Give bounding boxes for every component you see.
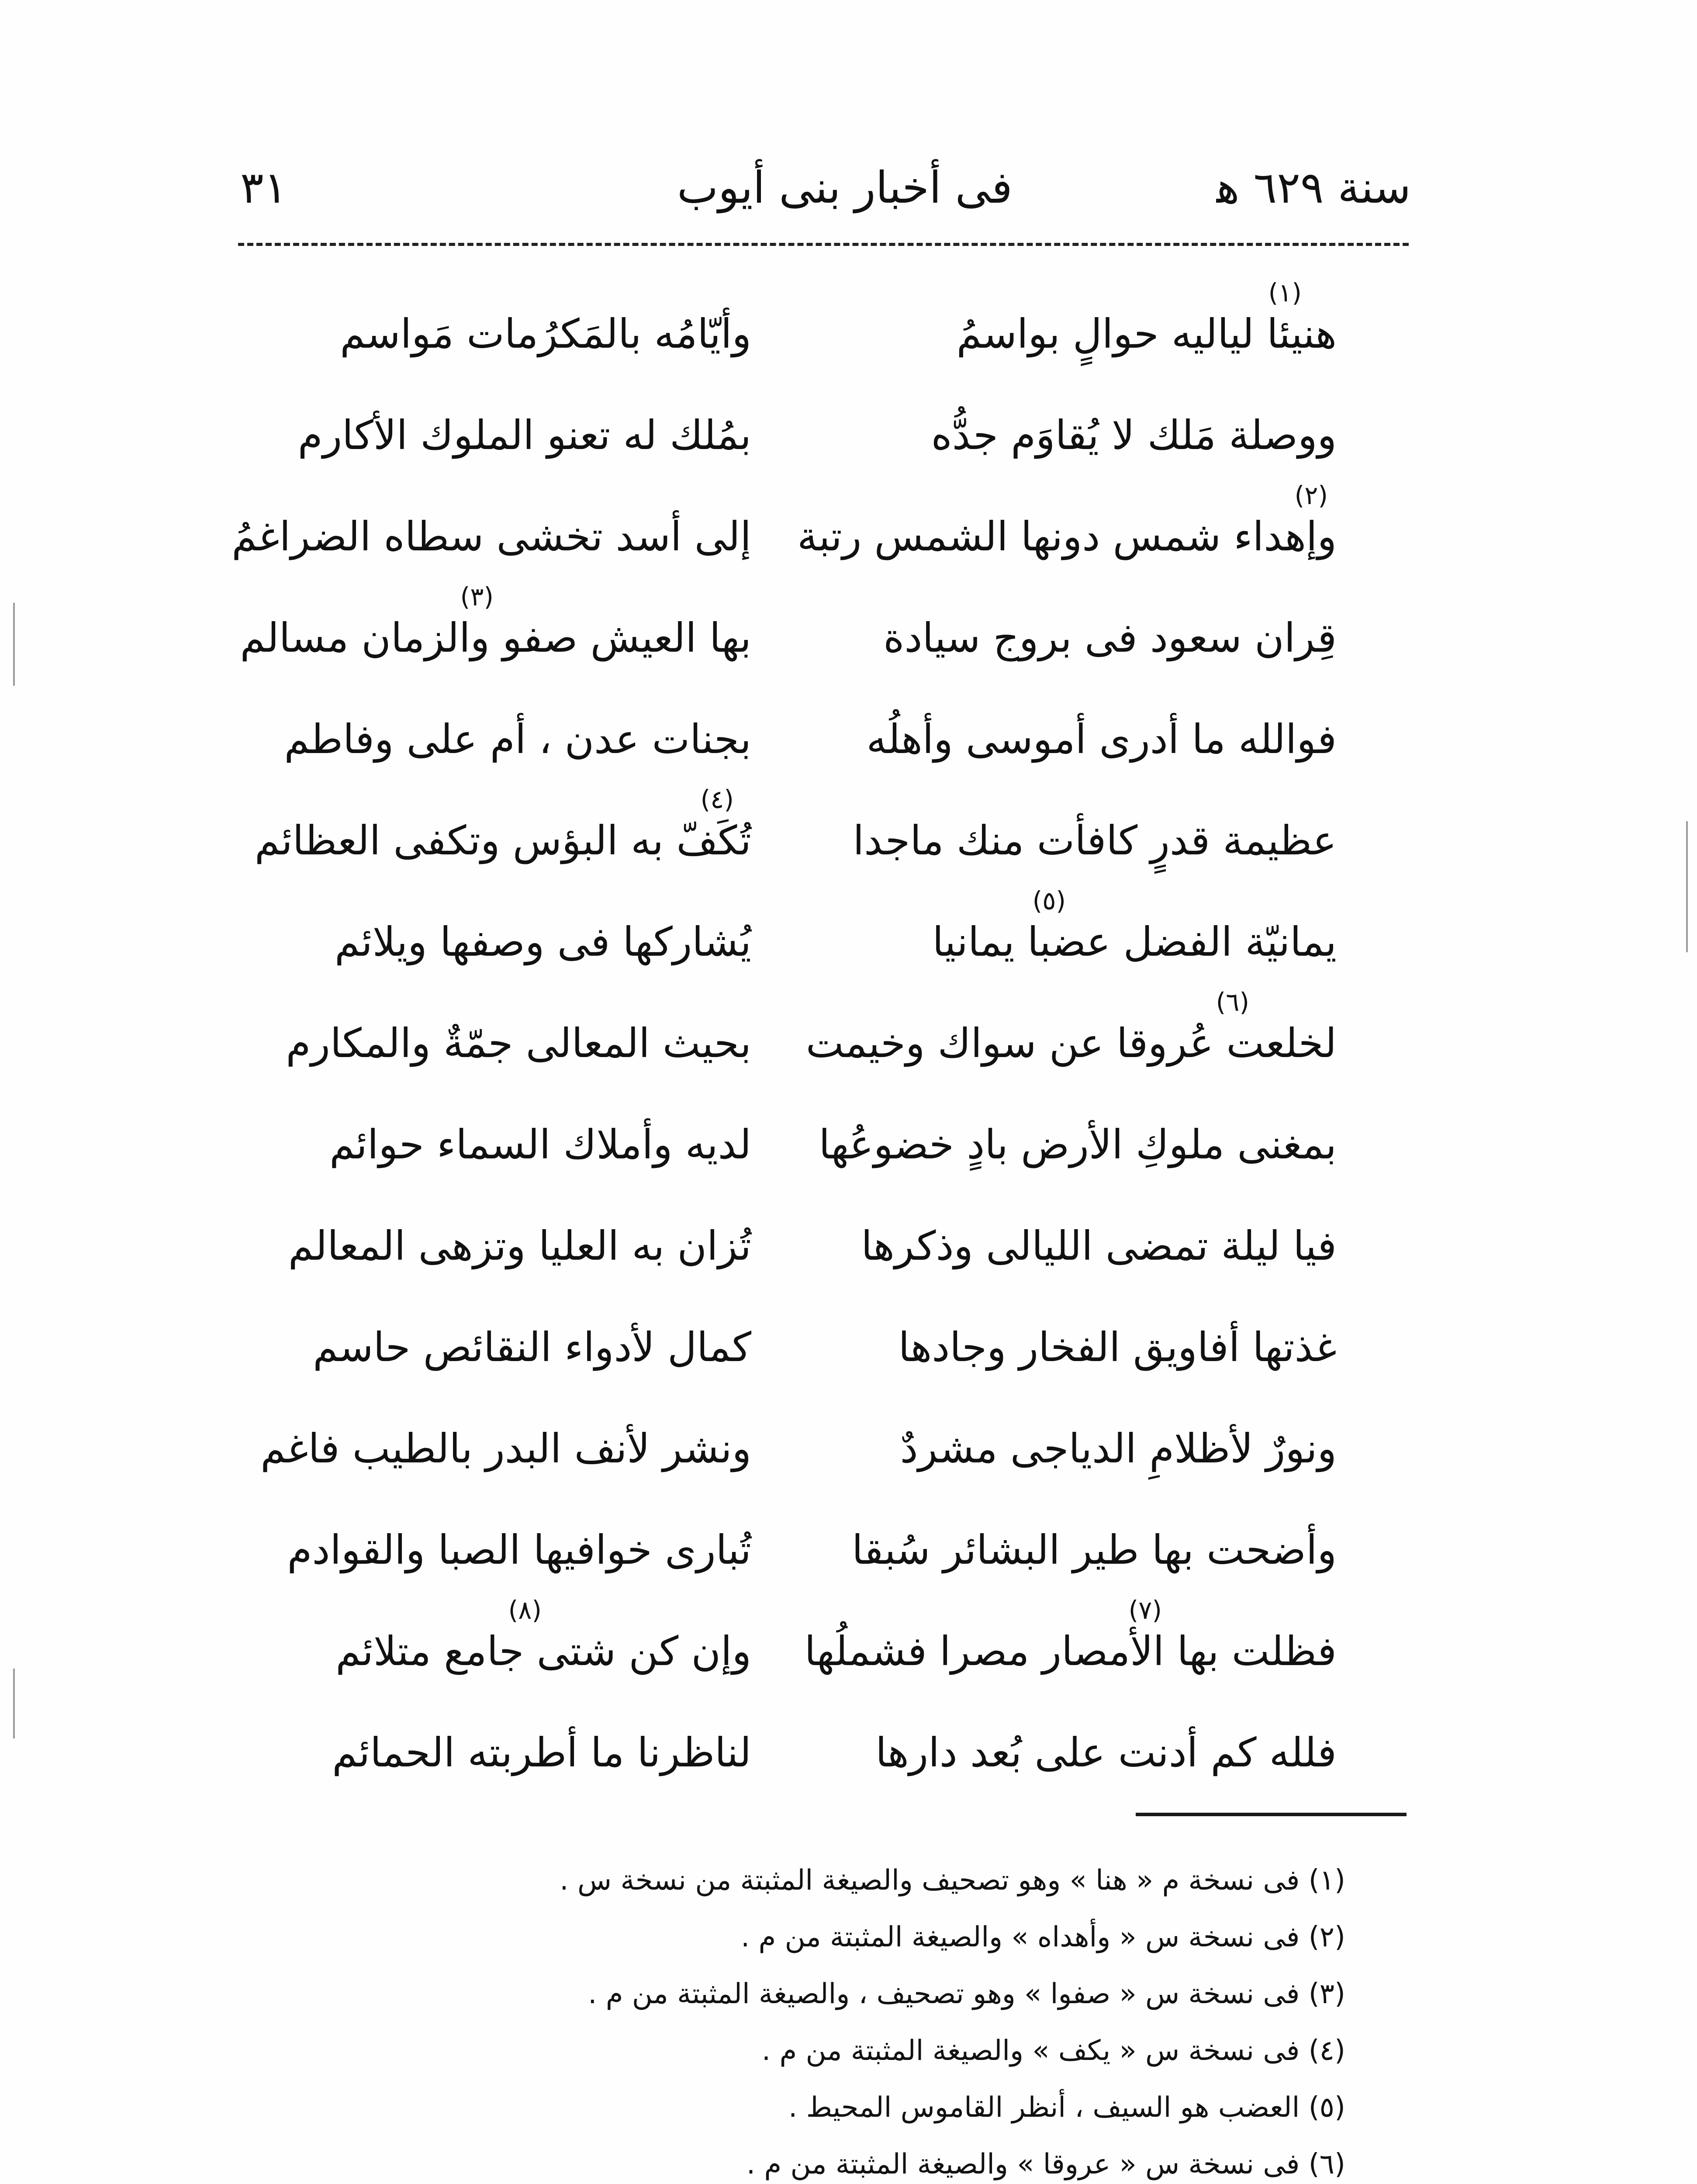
verse bbox=[232, 480, 1337, 584]
poem bbox=[232, 278, 1337, 1800]
verse-second-hemistich: تُزان به العليا وتزهى المعالم bbox=[288, 1223, 751, 1269]
verse-first-hemistich: ونورٌ لأظلامِ الدياجى مشردٌ bbox=[900, 1425, 1337, 1472]
verse bbox=[306, 1597, 1337, 1698]
year-label: سنة ٦٢٩ ﻫ bbox=[1216, 162, 1411, 213]
footnote: (٣) فى نسخة س « صفوا » وهو تصحيف ، والصيغة المثبتة من م . bbox=[588, 1978, 1345, 2010]
footnote-marker: (١) bbox=[1268, 278, 1302, 308]
verse-first-hemistich: فظلت بها الأمصار مصرا فشملُها bbox=[804, 1628, 1337, 1675]
verse bbox=[288, 1192, 1337, 1293]
verse-second-hemistich: كمال لأدواء النقائص حاسم bbox=[313, 1324, 751, 1371]
verse bbox=[240, 582, 1337, 685]
verse bbox=[306, 280, 1337, 381]
verse-second-hemistich: ونشر لأنف البدر بالطيب فاغم bbox=[260, 1425, 751, 1472]
verse-first-hemistich: هنيئا لياليه حوالٍ بواسمُ bbox=[956, 311, 1337, 357]
verse bbox=[297, 381, 1337, 482]
footnote: (٦) فى نسخة س « عروقا » والصيغة المثبتة من م . bbox=[746, 2148, 1345, 2181]
verse-second-hemistich: إلى أسد تخشى سطاه الضراغمُ bbox=[232, 513, 751, 560]
verse bbox=[284, 685, 1337, 786]
scan-edge-mark bbox=[13, 603, 15, 686]
verse-second-hemistich: يُشاركها فى وصفها ويلائم bbox=[334, 919, 751, 965]
footnote: (٢) فى نسخة س « وأهداه » والصيغة المثبتة من م . bbox=[740, 1921, 1345, 1953]
verse bbox=[260, 1394, 1337, 1496]
footnotes bbox=[524, 1852, 1345, 2184]
page-header bbox=[232, 144, 1411, 232]
footnote: (١) فى نسخة م « هنا » وهو تصحيف والصيغة المثبتة من نسخة س . bbox=[560, 1864, 1345, 1897]
verse bbox=[306, 1090, 1337, 1192]
verse-first-hemistich: قِران سعود فى بروج سيادة bbox=[883, 615, 1337, 661]
footnote-marker: (٥) bbox=[1032, 886, 1066, 916]
verse-second-hemistich: بجنات عدن ، أم على وفاطم bbox=[284, 716, 751, 763]
verse-second-hemistich: وأيّامُه بالمَكرُمات مَواسم bbox=[340, 311, 751, 357]
verse bbox=[286, 987, 1337, 1090]
footnote-marker: (٢) bbox=[1294, 480, 1328, 510]
verse-second-hemistich: بمُلك له تعنو الملوك الأكارم bbox=[297, 412, 751, 459]
verse bbox=[306, 888, 1337, 989]
verse bbox=[254, 784, 1337, 888]
verse-first-hemistich: فيا ليلة تمضى الليالى وذكرها bbox=[861, 1223, 1337, 1269]
verse bbox=[306, 1698, 1337, 1800]
verse-first-hemistich: فلله كم أدنت على بُعد دارها bbox=[875, 1729, 1337, 1776]
scan-edge-mark bbox=[1686, 821, 1688, 952]
page-number: ٣١ bbox=[240, 162, 287, 213]
footnote-marker: (٣) bbox=[460, 582, 494, 612]
verse-first-hemistich: وأضحت بها طير البشائر سُبقا bbox=[852, 1527, 1337, 1573]
verse bbox=[306, 1293, 1337, 1394]
verse-first-hemistich: وإهداء شمس دونها الشمس رتبة bbox=[797, 513, 1337, 560]
footnote: (٤) فى نسخة س « يكف » والصيغة المثبتة من م . bbox=[761, 2035, 1345, 2067]
verse-second-hemistich: وإن كن شتى جامع متلائم bbox=[335, 1628, 751, 1675]
header-rule bbox=[238, 243, 1409, 246]
verse-second-hemistich: تُبارى خوافيها الصبا والقوادم bbox=[287, 1527, 751, 1573]
verse-first-hemistich: غذتها أفاويق الفخار وجادها bbox=[898, 1324, 1337, 1371]
verse-second-hemistich: لناظرنا ما أطربته الحمائم bbox=[332, 1729, 751, 1776]
footnote: (٥) العضب هو السيف ، أنظر القاموس المحيط . bbox=[788, 2091, 1345, 2124]
running-title: فى أخبار بنى أيوب bbox=[677, 162, 1013, 213]
scan-edge-mark bbox=[13, 1669, 15, 1738]
verse-second-hemistich: لديه وأملاك السماء حوائم bbox=[329, 1121, 751, 1168]
verse-second-hemistich: بها العيش صفو والزمان مسالم bbox=[240, 615, 751, 661]
verse bbox=[287, 1496, 1337, 1597]
verse-second-hemistich: تُكَفّ به البؤس وتكفى العظائم bbox=[254, 817, 751, 864]
verse-first-hemistich: عظيمة قدرٍ كافأت منك ماجدا bbox=[853, 817, 1337, 864]
footnote-marker: (٦) bbox=[1216, 987, 1249, 1017]
verse-second-hemistich: بحيث المعالى جمّةٌ والمكارم bbox=[286, 1020, 751, 1067]
verse-first-hemistich: يمانيّة الفضل عضبا يمانيا bbox=[932, 919, 1337, 965]
footnote-marker: (٧) bbox=[1128, 1595, 1162, 1625]
verse-first-hemistich: ووصلة مَلك لا يُقاوَم جدُّه bbox=[931, 412, 1337, 459]
footnote-marker: (٨) bbox=[508, 1595, 542, 1625]
verse-first-hemistich: بمغنى ملوكِ الأرض بادٍ خضوعُها bbox=[819, 1121, 1337, 1168]
footnote-rule bbox=[1136, 1813, 1407, 1816]
footnote-marker: (٤) bbox=[700, 784, 734, 814]
verse-first-hemistich: لخلعت عُروقا عن سواك وخيمت bbox=[805, 1020, 1337, 1067]
verse-first-hemistich: فوالله ما أدرى أموسى وأهلُه bbox=[866, 716, 1337, 763]
